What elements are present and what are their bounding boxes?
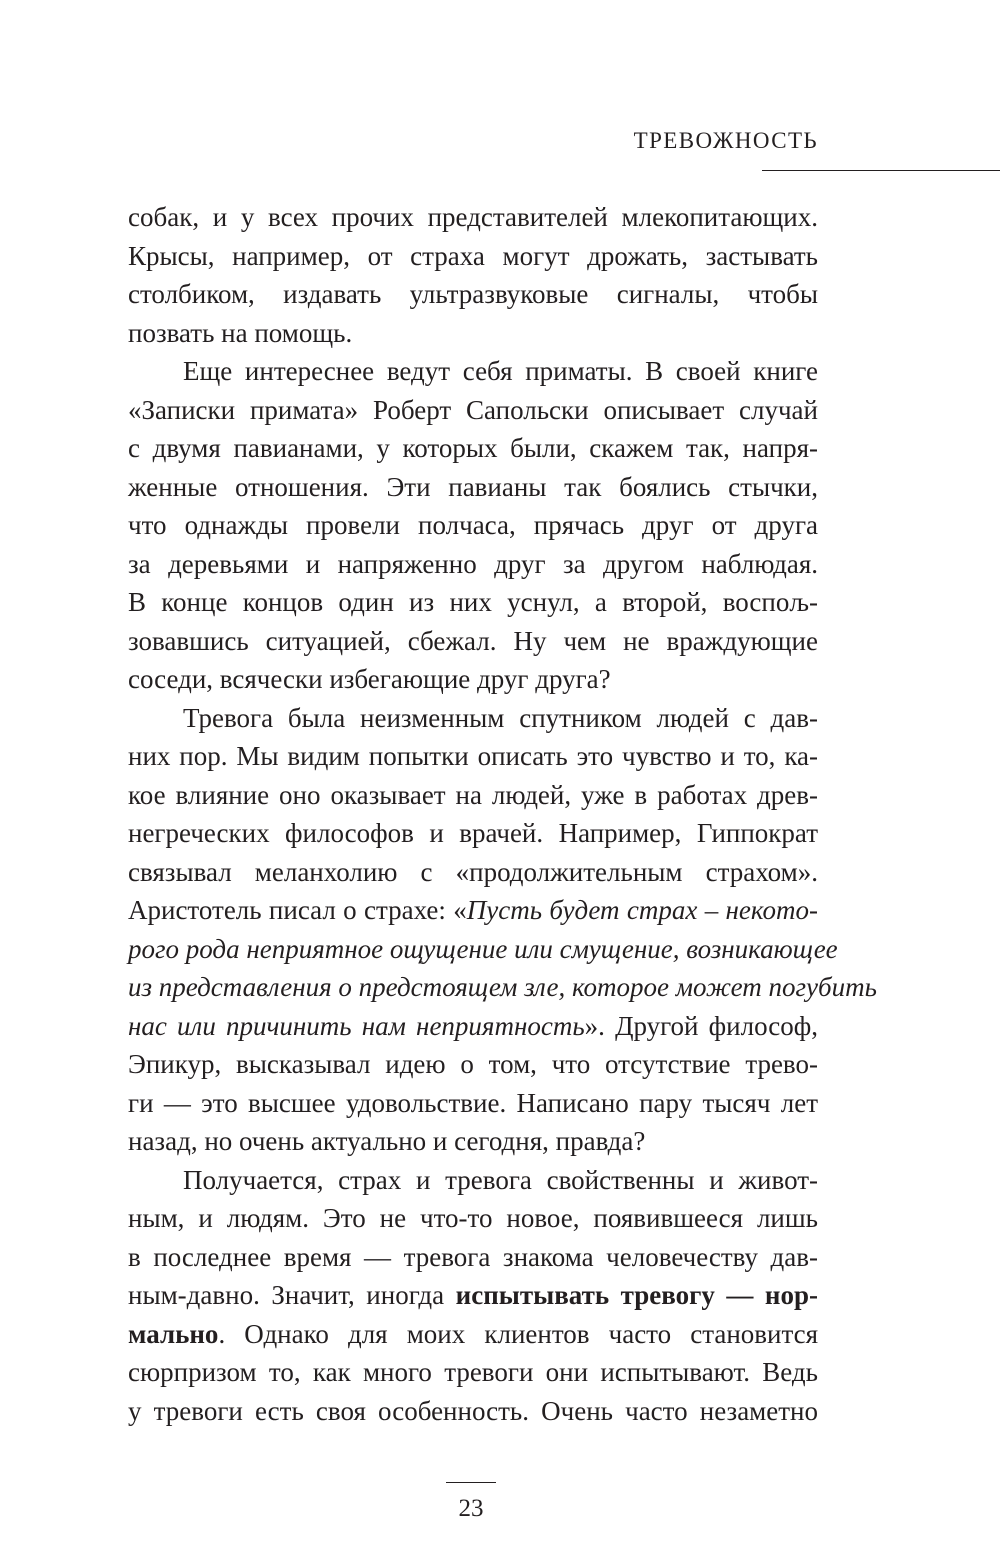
quote-line: рого рода неприятное ощущение или смущение, возникающее xyxy=(128,933,838,964)
text-line: ги — это высшее удовольствие. Написано пару тысяч лет xyxy=(128,1087,818,1118)
quote-fragment: Пусть будет страх – некото- xyxy=(466,895,818,925)
text-line: соседи, всячески избегающие друг друга? xyxy=(128,664,611,694)
quote-fragment: нас или причинить нам неприятность xyxy=(128,1010,585,1041)
text-line: что однажды провели полчаса, прячась друг от друга xyxy=(128,510,818,540)
text-line: кое влияние оно оказывает на людей, уже в работах древ- xyxy=(128,779,818,810)
text-line: с двумя павианами, у которых были, скажем так, напря- xyxy=(128,433,818,463)
folio-rule xyxy=(446,1482,496,1483)
text-line: в последнее время — тревога знакома человечеству дав- xyxy=(128,1241,818,1272)
text-line: них пор. Мы видим попытки описать это чувство и то, ка- xyxy=(128,741,818,771)
text-fragment: ным-давно. Значит, иногда xyxy=(128,1280,456,1310)
text-fragment: . Однако для моих клиентов часто становится xyxy=(218,1318,818,1349)
text-line: Еще интереснее ведут себя приматы. В своей книге xyxy=(183,356,818,386)
emphasis-fragment: испытывать тревогу — нор- xyxy=(455,1280,818,1310)
body-text xyxy=(128,198,877,1430)
text-line: позвать на помощь. xyxy=(128,317,353,348)
text-line xyxy=(128,891,818,930)
page-number: 23 xyxy=(458,1495,484,1522)
text-line: назад, но очень актуально и сегодня, правда? xyxy=(128,1126,646,1156)
text-line: «Записки примата» Роберт Сапольски описывает случай xyxy=(128,394,818,425)
text-line xyxy=(128,1315,818,1354)
text-line: зовавшись ситуацией, сбежал. Ну чем не враждующие xyxy=(128,625,818,656)
emphasis-fragment: мально xyxy=(128,1318,219,1349)
text-line: женные отношения. Эти павианы так боялись стычки, xyxy=(128,471,818,502)
text-line: у тревоги есть своя особенность. Очень часто незаметно xyxy=(128,1395,818,1426)
text-line: связывал меланхолию с «продолжительным страхом». xyxy=(128,856,818,887)
text-line: ным, и людям. Это не что-то новое, появившееся лишь xyxy=(128,1203,818,1233)
text-line: негреческих философов и врачей. Например, Гиппократ xyxy=(128,818,818,848)
text-fragment: Аристотель писал о страхе: « xyxy=(128,895,467,925)
text-line: столбиком, издавать ультразвуковые сигналы, чтобы xyxy=(128,279,818,309)
text-line: Получается, страх и тревога свойственны и живот- xyxy=(183,1164,818,1195)
text-line: Тревога была неизменным спутником людей с дав- xyxy=(183,702,818,733)
text-line: Эпикур, высказывал идею о том, что отсутствие трево- xyxy=(128,1049,818,1079)
text-line: собак, и у всех прочих представителей млекопитающих. xyxy=(128,202,818,232)
text-line: Крысы, например, от страха могут дрожать, застывать xyxy=(128,240,818,271)
text-line xyxy=(128,1007,818,1046)
text-line: за деревьями и напряженно друг за другом наблюдая. xyxy=(128,548,818,579)
header-rule xyxy=(762,170,1000,171)
text-line: сюрпризом то, как много тревоги они испытывают. Ведь xyxy=(128,1357,818,1387)
text-fragment: ». Другой философ, xyxy=(584,1010,818,1041)
running-header: ТРЕВОЖНОСТЬ xyxy=(633,128,818,153)
text-line xyxy=(128,1276,818,1315)
quote-line: из представления о предстоящем зле, которое может погубить xyxy=(128,972,877,1002)
text-line: В конце концов один из них уснул, а второй, воспољ- xyxy=(128,587,818,617)
